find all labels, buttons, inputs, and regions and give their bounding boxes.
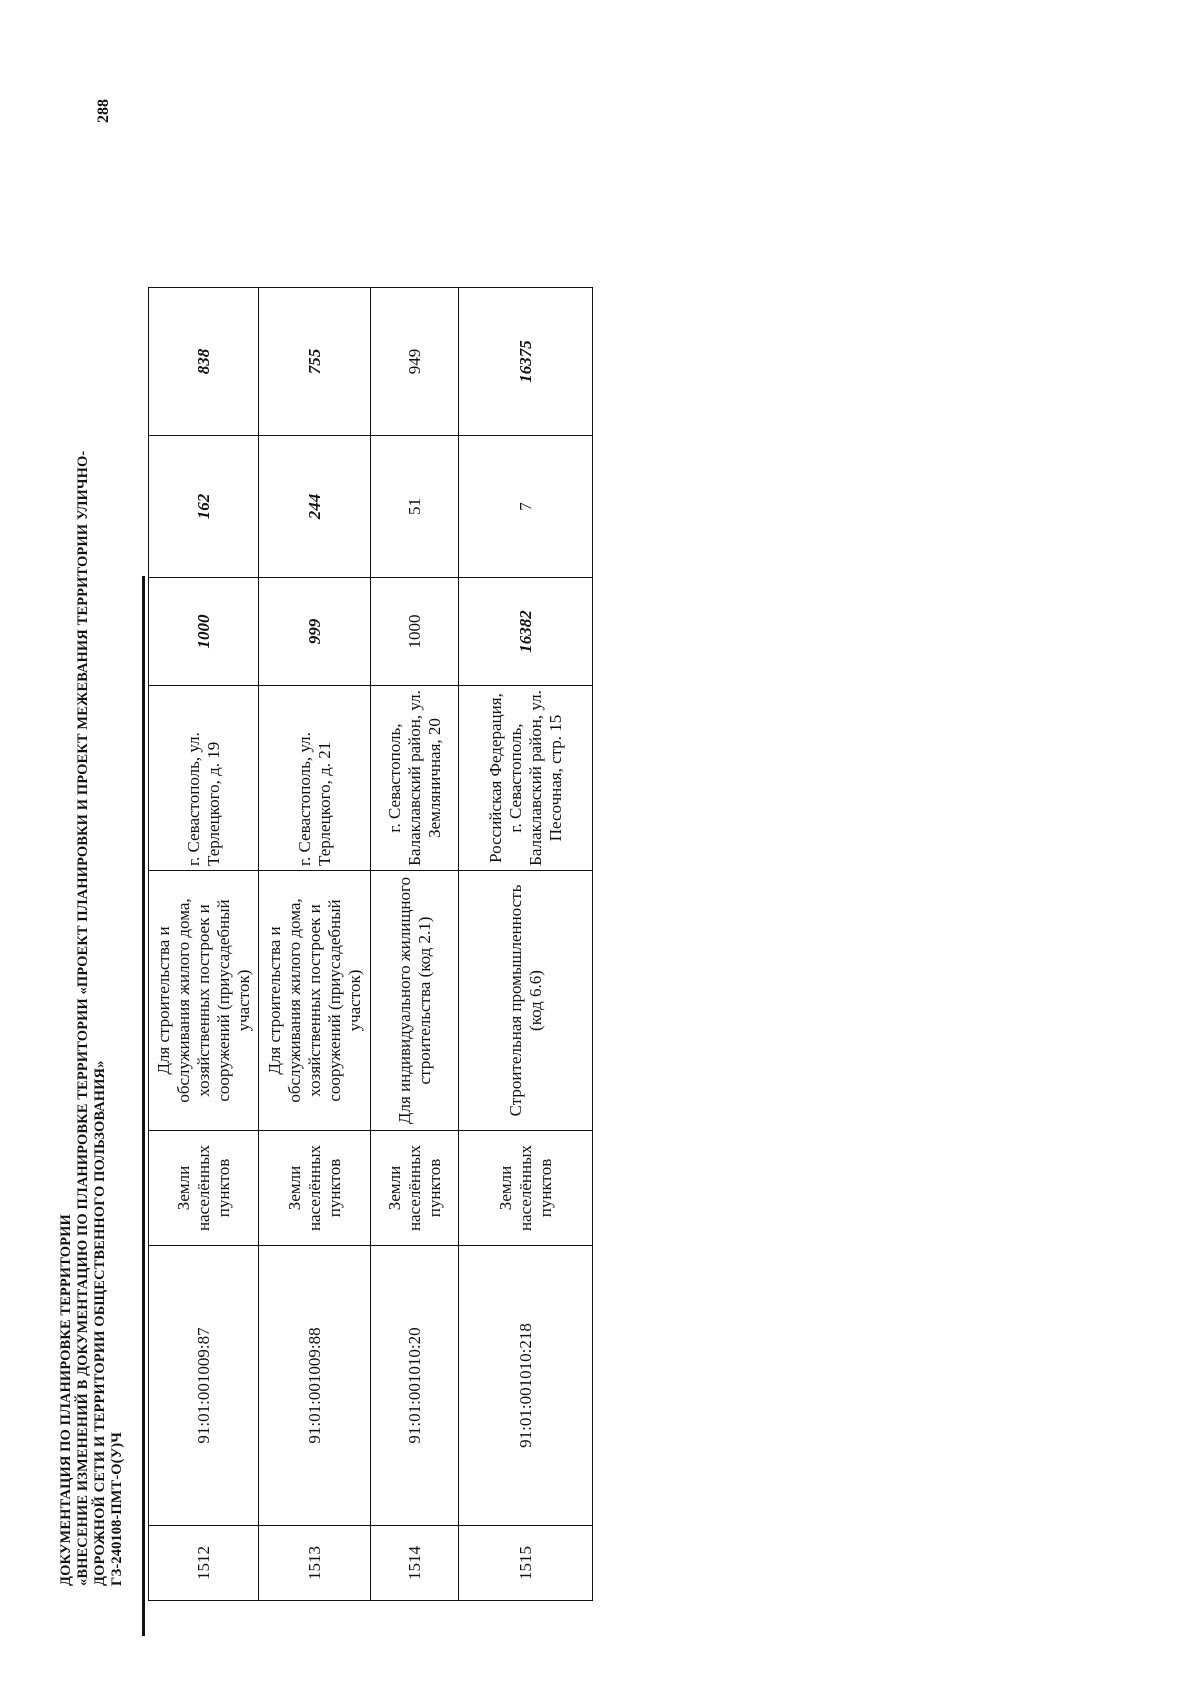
header-divider [142,576,145,1636]
value-2: 16375 [459,288,593,436]
value-2: 838 [149,288,259,436]
row-number: 1514 [371,1526,459,1601]
address: г. Севастополь, ул. Терлецкого, д. 19 [149,686,259,871]
address: Российская Федерация, г. Севастополь, Балаклавский район, ул. Песочная, стр. 15 [459,686,593,871]
value-1: 51 [371,436,459,578]
area-value: 16382 [459,578,593,686]
land-plots-table [148,287,593,1601]
value-2: 949 [371,288,459,436]
header-line-2: «ВНЕСЕНИЕ ИЗМЕНЕНИЙ В ДОКУМЕНТАЦИЮ ПО ПЛАНИРОВКЕ ТЕРРИТОРИИ «ПРОЕКТ ПЛАНИРОВКИ И ПРОЕКТ МЕЖЕВАНИЯ ТЕРРИТОРИИ УЛИЧНО- [75,450,91,1586]
document-header [58,386,126,1586]
table-row [259,288,371,1601]
table-row [459,288,593,1601]
permitted-use: Для индивидуального жилищного строительства (код 2.1) [371,871,459,1131]
row-number: 1512 [149,1526,259,1601]
permitted-use: Для строительства и обслуживания жилого дома, хозяйственных построек и сооружений (приусадебный участок) [149,871,259,1131]
row-number: 1513 [259,1526,371,1601]
value-1: 7 [459,436,593,578]
land-category: Земли населённых пунктов [149,1131,259,1246]
cadastral-number: 91:01:001010:20 [371,1246,459,1526]
permitted-use: Строительная промышленность (код 6.6) [459,871,593,1131]
land-category: Земли населённых пунктов [459,1131,593,1246]
area-value: 1000 [371,578,459,686]
table-row [371,288,459,1601]
address: г. Севастополь, ул. Терлецкого, д. 21 [259,686,371,871]
cadastral-number: 91:01:001010:218 [459,1246,593,1526]
area-value: 1000 [149,578,259,686]
row-number: 1515 [459,1526,593,1601]
value-1: 162 [149,436,259,578]
land-category: Земли населённых пунктов [371,1131,459,1246]
land-category: Земли населённых пунктов [259,1131,371,1246]
cadastral-number: 91:01:001009:88 [259,1246,371,1526]
cadastral-number: 91:01:001009:87 [149,1246,259,1526]
page-number: 288 [95,99,112,123]
value-2: 755 [259,288,371,436]
header-line-4: ГЗ-240108-ПМТ-О(У)Ч [109,1432,125,1586]
area-value: 999 [259,578,371,686]
table-row [149,288,259,1601]
value-1: 244 [259,436,371,578]
header-line-1: ДОКУМЕНТАЦИЯ ПО ПЛАНИРОВКЕ ТЕРРИТОРИИ [58,1214,74,1586]
permitted-use: Для строительства и обслуживания жилого дома, хозяйственных построек и сооружений (приусадебный участок) [259,871,371,1131]
address: г. Севастополь, Балаклавский район, ул. Земляничная, 20 [371,686,459,871]
header-line-3: ДОРОЖНОЙ СЕТИ И ТЕРРИТОРИИ ОБЩЕСТВЕННОГО ПОЛЬЗОВАНИЯ» [92,1060,108,1586]
